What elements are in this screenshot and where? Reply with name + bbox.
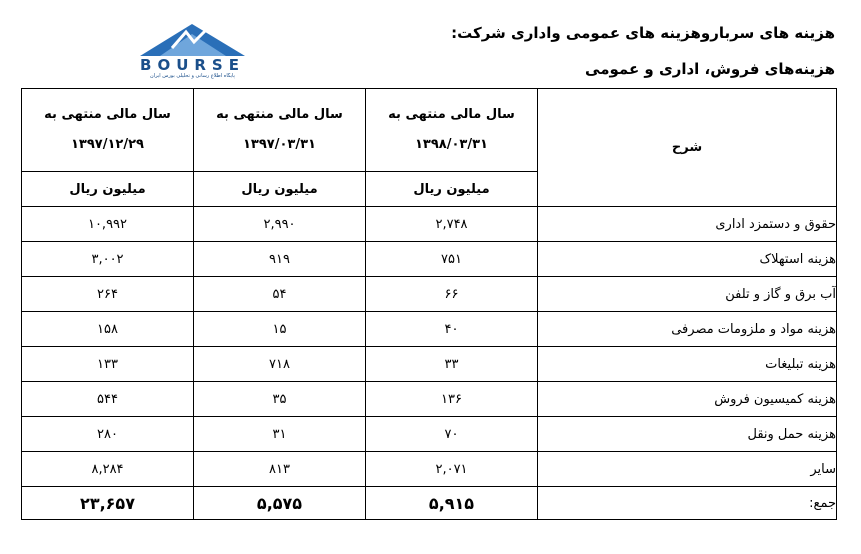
row-value: ۵۴ [194,277,366,312]
table-row [22,242,837,277]
period-label: سال مالی منتهی به [44,107,171,122]
period-header-row [22,89,837,172]
row-value: ۴۰ [366,312,538,347]
row-value: ۲,۹۹۰ [194,207,366,242]
row-description: هزینه مواد و ملزومات مصرفی [538,312,837,347]
table-row [22,312,837,347]
row-value: ۱۰,۹۹۲ [22,207,194,242]
unit-header-3: میلیون ریال [22,172,194,207]
period-label: سال مالی منتهی به [216,107,343,122]
row-value: ۳,۰۰۲ [22,242,194,277]
section-title: هزینه های سرباروهزینه های عمومی واداری شرکت: [451,24,835,42]
row-description: هزینه کمیسیون فروش [538,382,837,417]
row-value: ۷۰ [366,417,538,452]
row-value: ۹۱۹ [194,242,366,277]
table-row [22,347,837,382]
row-value: ۳۵ [194,382,366,417]
period-header-2 [194,89,366,172]
expenses-table [21,88,837,520]
total-row [22,487,837,520]
row-value: ۲,۰۷۱ [366,452,538,487]
row-value: ۶۶ [366,277,538,312]
logo-subtitle: پایگاه اطلاع رسانی و تحلیلی بورس ایران [150,73,235,79]
bourse-logo [120,18,265,80]
section-subtitle: هزینه‌های فروش، اداری و عمومی [585,60,835,78]
description-header: شرح [538,89,837,207]
row-value: ۸۱۳ [194,452,366,487]
row-description: حقوق و دستمزد اداری [538,207,837,242]
row-description: هزینه استهلاک [538,242,837,277]
total-label: جمع: [538,487,837,520]
row-value: ۱۳۶ [366,382,538,417]
table-row [22,452,837,487]
row-value: ۵۴۴ [22,382,194,417]
row-description: هزینه حمل ونقل [538,417,837,452]
row-value: ۷۵۱ [366,242,538,277]
total-value-3: ۲۳,۶۵۷ [22,487,194,520]
row-value: ۱۳۳ [22,347,194,382]
row-value: ۱۵۸ [22,312,194,347]
row-description: سایر [538,452,837,487]
period-header-1 [366,89,538,172]
row-value: ۳۳ [366,347,538,382]
row-value: ۸,۲۸۴ [22,452,194,487]
table-row [22,382,837,417]
logo-text: BOURSE [140,56,245,74]
row-value: ۲۶۴ [22,277,194,312]
period-date: ۱۳۹۸/۰۳/۳۱ [415,137,488,152]
logo-chart-icon [120,18,265,58]
table-row [22,207,837,242]
row-value: ۲,۷۴۸ [366,207,538,242]
period-header-3 [22,89,194,172]
period-label: سال مالی منتهی به [388,107,515,122]
table-row [22,277,837,312]
table-row [22,417,837,452]
period-date: ۱۳۹۷/۱۲/۲۹ [71,137,144,152]
row-description: آب برق و گاز و تلفن [538,277,837,312]
total-value-1: ۵,۹۱۵ [366,487,538,520]
row-description: هزینه تبلیغات [538,347,837,382]
unit-header-2: میلیون ریال [194,172,366,207]
row-value: ۳۱ [194,417,366,452]
row-value: ۲۸۰ [22,417,194,452]
row-value: ۷۱۸ [194,347,366,382]
unit-header-1: میلیون ریال [366,172,538,207]
period-date: ۱۳۹۷/۰۳/۳۱ [243,137,316,152]
total-value-2: ۵,۵۷۵ [194,487,366,520]
row-value: ۱۵ [194,312,366,347]
